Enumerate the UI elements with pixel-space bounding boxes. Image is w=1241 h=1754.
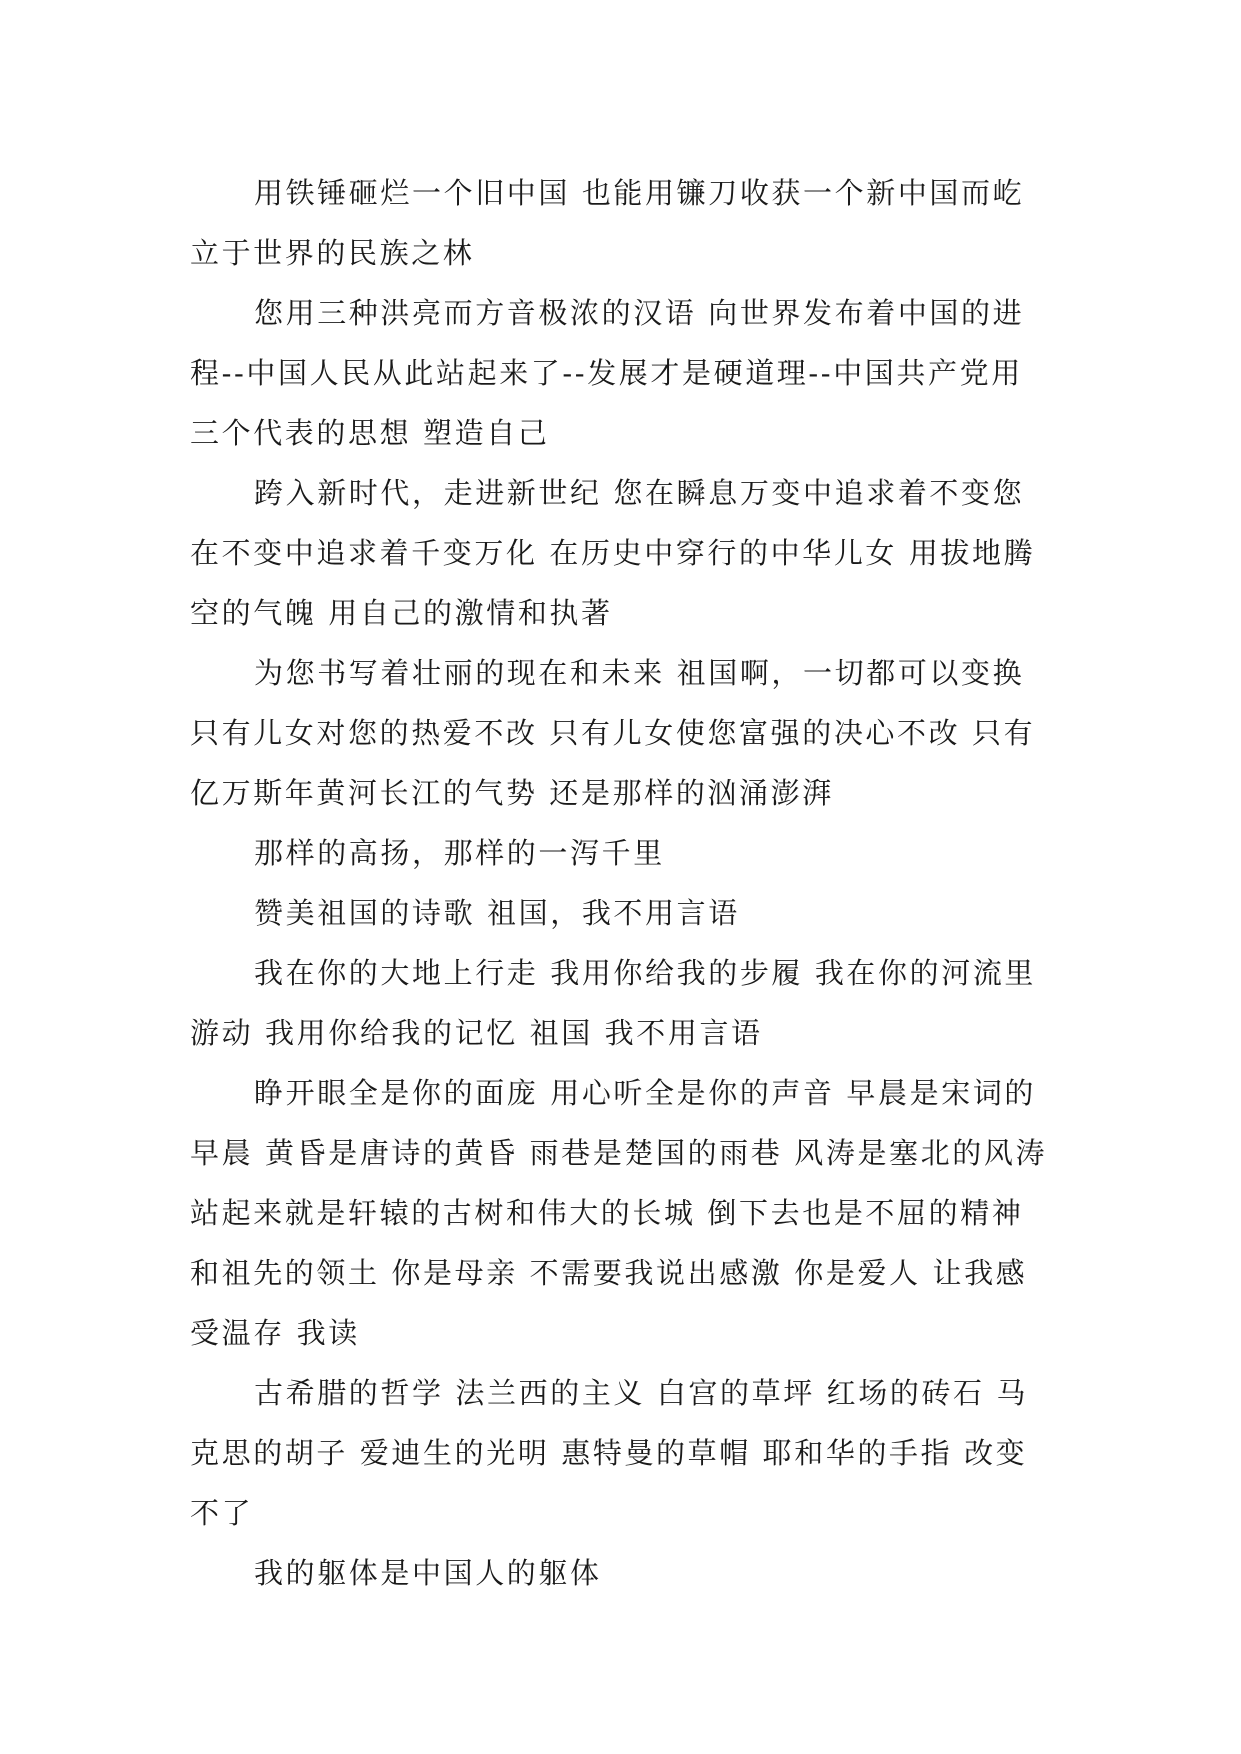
paragraph: 古希腊的哲学 法兰西的主义 白宫的草坪 红场的砖石 马克思的胡子 爱迪生的光明 惠特曼的草帽 耶和华的手指 改变不了 <box>190 1376 1029 1530</box>
paragraph: 用铁锤砸烂一个旧中国 也能用镰刀收获一个新中国而屹立于世界的民族之林 <box>190 176 1025 270</box>
paragraph: 赞美祖国的诗歌 祖国，我不用言语 <box>254 896 740 930</box>
paragraph: 为您书写着壮丽的现在和未来 祖国啊，一切都可以变换 只有儿女对您的热爱不改 只有儿女使您富强的决心不改 只有亿万斯年黄河长江的气势 还是那样的汹涌澎湃 <box>190 656 1036 810</box>
paragraph: 睁开眼全是你的面庞 用心听全是你的声音 早晨是宋词的早晨 黄昏是唐诗的黄昏 雨巷是楚国的雨巷 风涛是塞北的风涛 站起来就是轩辕的古树和伟大的长城 倒下去也是不屈的精神和祖先的领土 你是母亲 不需要我说出感激 你是爱人 让我感受温存 我读 <box>190 1076 1048 1350</box>
paragraph: 跨入新时代，走进新世纪 您在瞬息万变中追求着不变您在不变中追求着千变万化 在历史中穿行的中华儿女 用拔地腾空的气魄 用自己的激情和执著 <box>190 476 1036 630</box>
paragraph: 我的躯体是中国人的躯体 <box>254 1556 602 1590</box>
paragraph: 您用三种洪亮而方音极浓的汉语 向世界发布着中国的进程--中国人民从此站起来了--发展才是硬道理--中国共产党用三个代表的思想 塑造自己 <box>190 296 1025 450</box>
paragraph: 我在你的大地上行走 我用你给我的步履 我在你的河流里游动 我用你给我的记忆 祖国 我不用言语 <box>190 956 1037 1050</box>
paragraph: 那样的高扬，那样的一泻千里 <box>254 836 665 870</box>
document-body <box>190 163 1052 1603</box>
